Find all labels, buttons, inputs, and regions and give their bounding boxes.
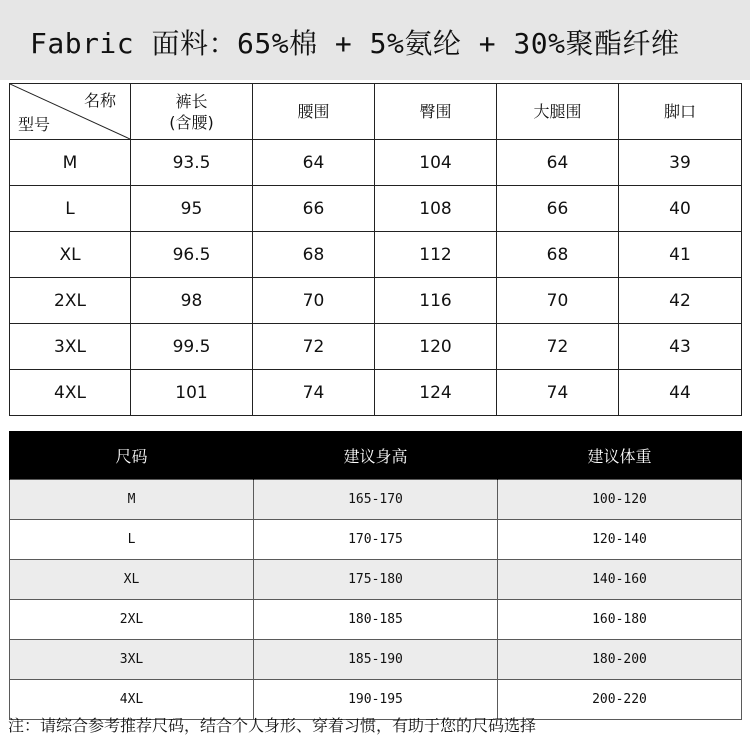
measurement-value: 43 [619, 324, 742, 370]
size-cell: 3XL [10, 324, 131, 370]
measurement-value: 112 [375, 232, 497, 278]
height-range-cell: 170-175 [254, 520, 498, 560]
measurement-value: 72 [497, 324, 619, 370]
measurement-value: 64 [253, 140, 375, 186]
measurement-row [10, 370, 742, 416]
measurement-value: 101 [131, 370, 253, 416]
size-cell: XL [10, 232, 131, 278]
corner-header-cell [10, 84, 131, 140]
measurement-row [10, 278, 742, 324]
header-length-line: (含腰) [169, 112, 214, 132]
measurement-value: 74 [253, 370, 375, 416]
measurement-value: 66 [497, 186, 619, 232]
measurement-value: 68 [497, 232, 619, 278]
measurement-row [10, 324, 742, 370]
weight-range-cell: 120-140 [498, 520, 742, 560]
size-cell: 2XL [10, 600, 254, 640]
corner-label-size: 型号 [18, 115, 51, 134]
height-range-cell: 175-180 [254, 560, 498, 600]
measurement-header-row [10, 84, 742, 140]
weight-range-cell: 180-200 [498, 640, 742, 680]
measurement-value: 74 [497, 370, 619, 416]
recommendation-row [10, 600, 742, 640]
header-hip: 臀围 [375, 84, 497, 140]
measurement-value: 104 [375, 140, 497, 186]
height-range-cell: 180-185 [254, 600, 498, 640]
measurement-value: 120 [375, 324, 497, 370]
measurement-row [10, 140, 742, 186]
size-cell: 2XL [10, 278, 131, 324]
height-range-cell: 190-195 [254, 680, 498, 720]
size-cell: M [10, 140, 131, 186]
measurement-value: 42 [619, 278, 742, 324]
weight-range-cell: 140-160 [498, 560, 742, 600]
size-recommendation-table [9, 431, 742, 720]
height-range-cell: 185-190 [254, 640, 498, 680]
header-length [131, 84, 253, 140]
header-length-line: 裤长 [175, 91, 208, 111]
measurement-table [9, 83, 742, 416]
recommendation-header-row [10, 431, 742, 480]
measurement-value: 39 [619, 140, 742, 186]
size-cell: L [10, 186, 131, 232]
size-cell: XL [10, 560, 254, 600]
size-cell: 4XL [10, 680, 254, 720]
measurement-value: 64 [497, 140, 619, 186]
measurement-row [10, 232, 742, 278]
size-cell: M [10, 480, 254, 520]
recommendation-row [10, 640, 742, 680]
height-range-cell: 165-170 [254, 480, 498, 520]
measurement-value: 70 [253, 278, 375, 324]
measurement-value: 44 [619, 370, 742, 416]
measurement-value: 96.5 [131, 232, 253, 278]
size-cell: 3XL [10, 640, 254, 680]
recommendation-row [10, 520, 742, 560]
fabric-banner [0, 0, 750, 80]
header-thigh: 大腿围 [497, 84, 619, 140]
weight-range-cell: 200-220 [498, 680, 742, 720]
weight-range-cell: 160-180 [498, 600, 742, 640]
header-waist: 腰围 [253, 84, 375, 140]
measurement-value: 116 [375, 278, 497, 324]
header-size: 尺码 [10, 431, 254, 480]
recommendation-row [10, 560, 742, 600]
corner-label-name: 名称 [83, 91, 116, 110]
measurement-value: 108 [375, 186, 497, 232]
size-advice-note: 注：请综合参考推荐尺码，结合个人身形、穿着习惯，有助于您的尺码选择 [8, 716, 537, 735]
measurement-value: 41 [619, 232, 742, 278]
header-hem: 脚口 [619, 84, 742, 140]
measurement-value: 95 [131, 186, 253, 232]
size-cell: 4XL [10, 370, 131, 416]
fabric-composition-text: Fabric 面料：65%棉 + 5%氨纶 + 30%聚酯纤维 [30, 27, 680, 60]
measurement-row [10, 186, 742, 232]
measurement-value: 40 [619, 186, 742, 232]
measurement-value: 70 [497, 278, 619, 324]
size-cell: L [10, 520, 254, 560]
header-weight: 建议体重 [498, 431, 742, 480]
measurement-value: 72 [253, 324, 375, 370]
measurement-value: 68 [253, 232, 375, 278]
measurement-value: 124 [375, 370, 497, 416]
measurement-value: 93.5 [131, 140, 253, 186]
measurement-value: 98 [131, 278, 253, 324]
measurement-value: 99.5 [131, 324, 253, 370]
measurement-value: 66 [253, 186, 375, 232]
recommendation-row [10, 480, 742, 520]
weight-range-cell: 100-120 [498, 480, 742, 520]
header-height: 建议身高 [254, 431, 498, 480]
